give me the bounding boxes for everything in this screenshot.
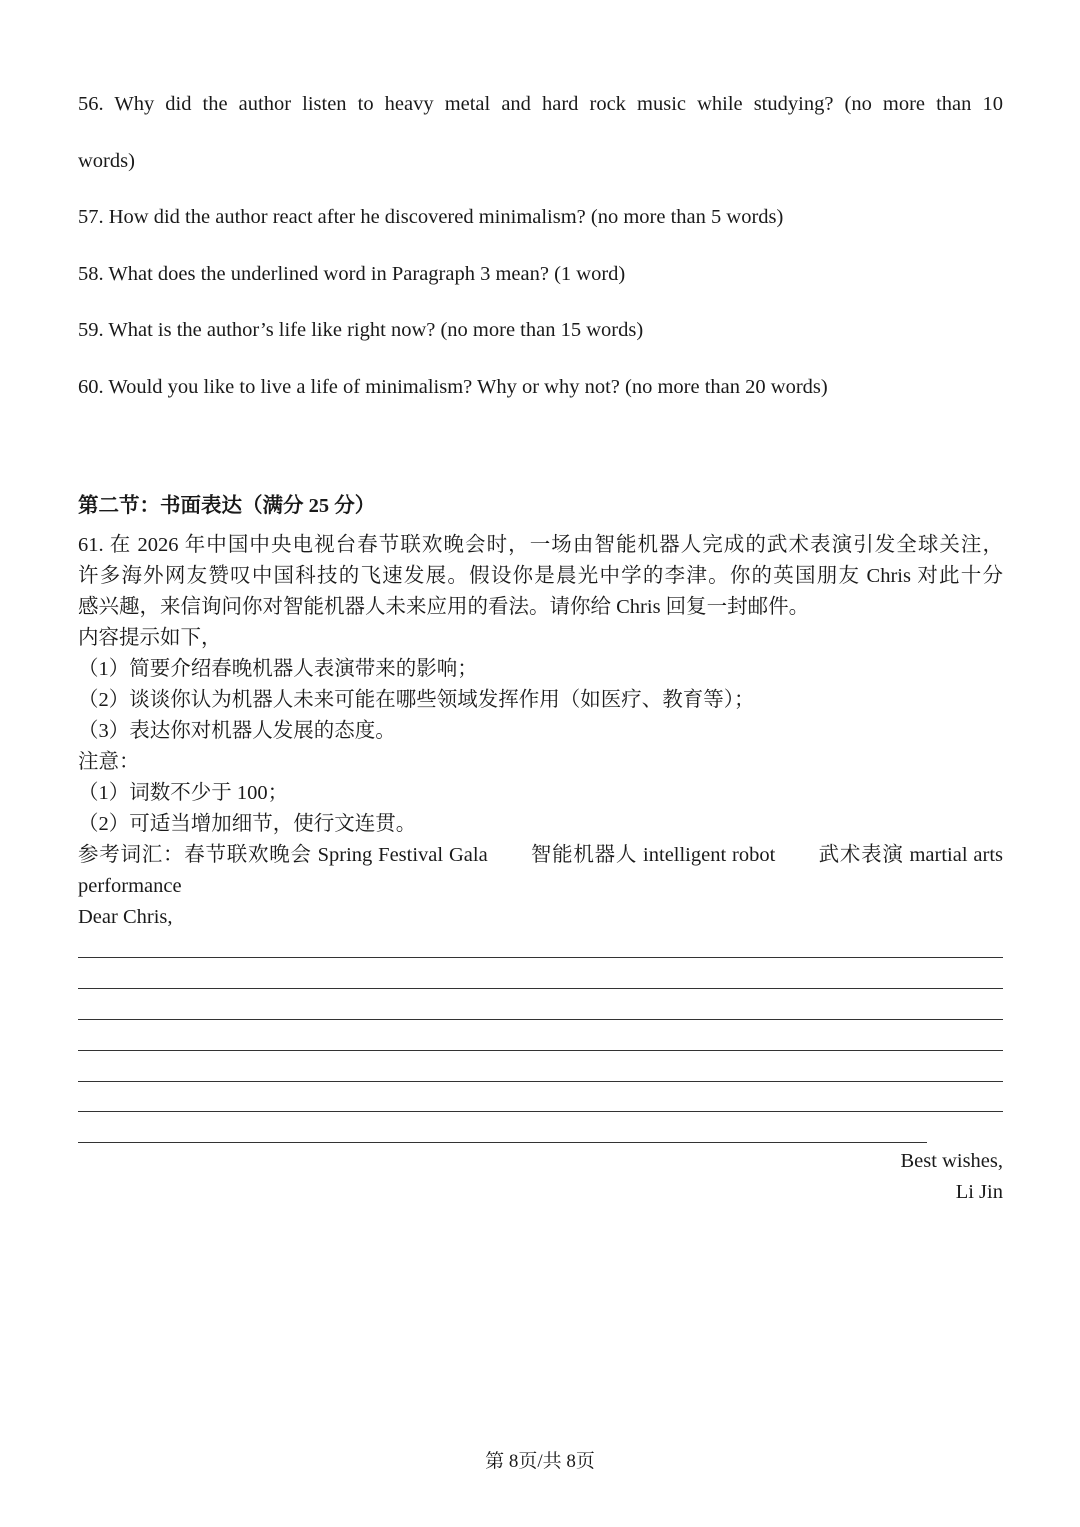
question-56-line-1: 56. Why did the author listen to heavy metal and hard rock music while studying? (no more than 10 [78,93,1003,115]
task-line: 感兴趣，来信询问你对智能机器人未来应用的看法。请你给 Chris 回复一封邮件。 [78,596,810,618]
letter-salutation: Dear Chris, [78,906,173,928]
task-line: 参考词汇：春节联欢晚会 Spring Festival Gala 智能机器人 intelligent robot 武术表演 martial arts [78,844,1003,866]
writing-line[interactable] [78,1081,1003,1082]
task-line: （2）可适当增加细节，使行文连贯。 [78,813,417,835]
task-line: 注意： [78,751,140,773]
page-number: 第 8页/共 8页 [485,1451,595,1472]
section-title: 第二节：书面表达（满分 25 分） [78,495,376,517]
writing-line[interactable] [78,1111,1003,1112]
task-line: （1）词数不少于 100； [78,782,289,804]
task-line: 61. 在 2026 年中国中央电视台春节联欢晚会时，一场由智能机器人完成的武术表演引发全球关注， [78,534,1003,556]
question-59: 59. What is the author’s life like right now? (no more than 15 words) [78,319,644,341]
letter-closing: Best wishes, [900,1150,1003,1172]
task-line: performance [78,875,182,897]
writing-line[interactable] [78,988,1003,989]
task-line: 许多海外网友赞叹中国科技的飞速发展。假设你是晨光中学的李津。你的英国朋友 Chris 对此十分 [78,565,1003,587]
question-56-line-2: words) [78,150,135,172]
writing-line[interactable] [78,1019,1003,1020]
question-57: 57. How did the author react after he discovered minimalism? (no more than 5 words) [78,206,784,228]
task-line: （3）表达你对机器人发展的态度。 [78,720,396,742]
task-line: （2）谈谈你认为机器人未来可能在哪些领域发挥作用（如医疗、教育等）； [78,689,755,711]
writing-task [78,530,1003,933]
task-line: 内容提示如下， [78,627,222,649]
letter-signature: Li Jin [955,1181,1003,1203]
writing-line[interactable] [78,1050,1003,1051]
task-line: （1）简要介绍春晚机器人表演带来的影响； [78,658,478,680]
question-58: 58. What does the underlined word in Paragraph 3 mean? (1 word) [78,263,626,285]
writing-line[interactable] [78,957,1003,958]
writing-line[interactable] [78,1142,927,1143]
question-60: 60. Would you like to live a life of minimalism? Why or why not? (no more than 20 words) [78,376,828,398]
